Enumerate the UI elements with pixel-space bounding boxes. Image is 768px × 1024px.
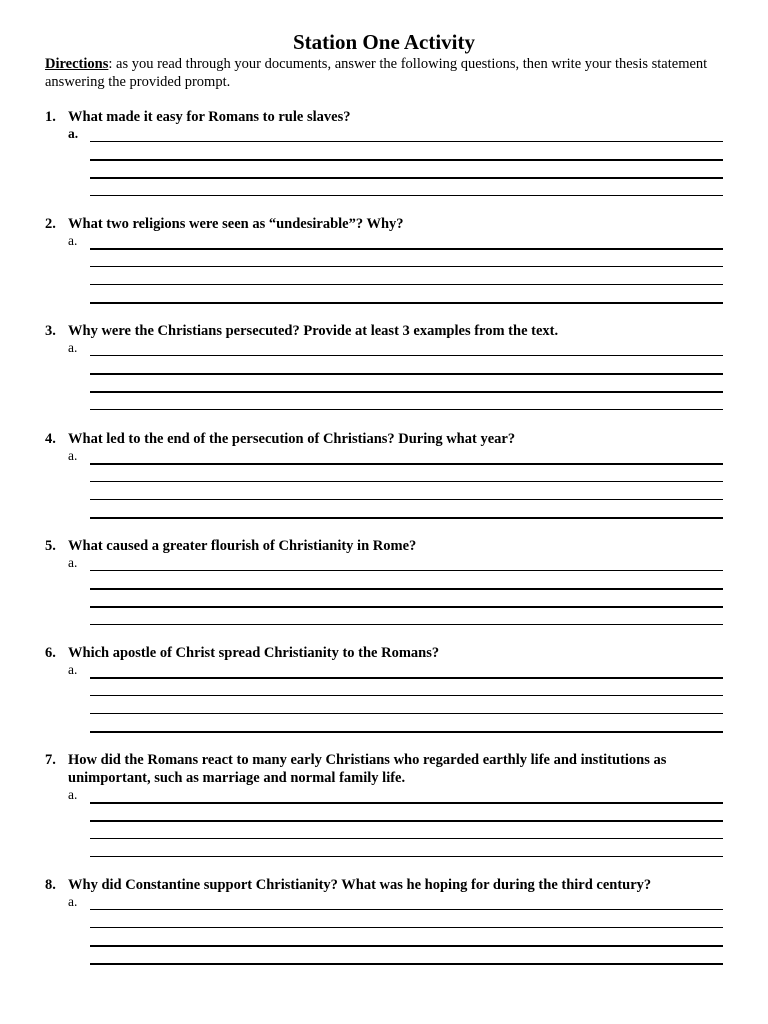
answer-line[interactable] <box>90 624 723 625</box>
question-text <box>45 215 725 233</box>
sub-label: a. <box>68 894 78 909</box>
question-prompt: What two religions were seen as “undesirable”? Why? <box>68 216 404 232</box>
answer-line[interactable] <box>90 909 723 910</box>
answer-line[interactable] <box>90 856 723 857</box>
answer-line[interactable] <box>90 606 723 608</box>
question-prompt: What led to the end of the persecution of Christians? During what year? <box>68 431 516 447</box>
answer-line[interactable] <box>90 713 723 714</box>
question-prompt: Why did Constantine support Christianity? What was he hoping for during the third century? <box>68 877 652 893</box>
answer-line[interactable] <box>90 731 723 733</box>
question-3 <box>45 322 725 412</box>
question-8 <box>45 876 725 966</box>
sub-label: a. <box>68 662 78 677</box>
question-prompt: What caused a greater flourish of Christianity in Rome? <box>68 538 417 554</box>
answer-line[interactable] <box>90 802 723 804</box>
question-1 <box>45 108 725 198</box>
question-text <box>45 108 725 126</box>
question-text <box>45 430 725 448</box>
question-text <box>45 644 725 662</box>
answer-area[interactable] <box>45 555 725 627</box>
answer-line[interactable] <box>90 517 723 519</box>
question-7 <box>45 751 725 859</box>
answer-line[interactable] <box>90 266 723 267</box>
directions-text: : as you read through your documents, answer the following questions, then write your thesis statement answering the provided prompt. <box>45 56 708 90</box>
question-text <box>45 876 725 894</box>
answer-area[interactable] <box>45 448 725 520</box>
sub-label: a. <box>68 555 78 570</box>
directions-paragraph <box>45 55 725 91</box>
question-5 <box>45 537 725 627</box>
answer-area[interactable] <box>45 233 725 305</box>
answer-area[interactable] <box>45 126 725 198</box>
question-number: 2. <box>45 216 56 232</box>
question-number: 8. <box>45 877 56 893</box>
answer-area[interactable] <box>45 340 725 412</box>
answer-line[interactable] <box>90 409 723 410</box>
answer-line[interactable] <box>90 963 723 965</box>
answer-line[interactable] <box>90 391 723 393</box>
question-4 <box>45 430 725 520</box>
answer-line[interactable] <box>90 177 723 179</box>
question-prompt: Which apostle of Christ spread Christianity to the Romans? <box>68 645 440 661</box>
question-prompt: How did the Romans react to many early Christians who regarded earthly life and institutions as unimportant, such as marriage and normal family life. <box>68 752 667 786</box>
sub-label: a. <box>68 340 78 355</box>
question-number: 6. <box>45 645 56 661</box>
question-number: 3. <box>45 323 56 339</box>
answer-line[interactable] <box>90 463 723 465</box>
answer-line[interactable] <box>90 141 723 142</box>
sub-label: a. <box>68 233 78 248</box>
answer-line[interactable] <box>90 945 723 947</box>
sub-label: a. <box>68 787 78 802</box>
answer-area[interactable] <box>45 787 725 859</box>
question-number: 7. <box>45 752 56 768</box>
answer-line[interactable] <box>90 355 723 356</box>
question-6 <box>45 644 725 734</box>
question-number: 5. <box>45 538 56 554</box>
directions-label: Directions <box>45 56 109 72</box>
page-title: Station One Activity <box>293 30 475 54</box>
question-prompt: What made it easy for Romans to rule slaves? <box>68 109 351 125</box>
answer-line[interactable] <box>90 588 723 590</box>
answer-line[interactable] <box>90 159 723 161</box>
answer-line[interactable] <box>90 481 723 482</box>
question-text <box>45 537 725 555</box>
answer-line[interactable] <box>90 838 723 839</box>
sub-label: a. <box>68 448 78 463</box>
answer-line[interactable] <box>90 195 723 196</box>
question-number: 1. <box>45 109 56 125</box>
answer-line[interactable] <box>90 820 723 822</box>
answer-line[interactable] <box>90 373 723 375</box>
answer-line[interactable] <box>90 248 723 250</box>
answer-line[interactable] <box>90 677 723 679</box>
answer-line[interactable] <box>90 499 723 500</box>
answer-line[interactable] <box>90 695 723 696</box>
answer-line[interactable] <box>90 570 723 571</box>
question-text <box>45 322 725 340</box>
question-2 <box>45 215 725 305</box>
sub-label: a. <box>68 126 79 141</box>
answer-line[interactable] <box>90 302 723 304</box>
answer-line[interactable] <box>90 284 723 285</box>
answer-line[interactable] <box>90 927 723 928</box>
question-prompt: Why were the Christians persecuted? Provide at least 3 examples from the text. <box>68 323 559 339</box>
question-text <box>45 751 725 787</box>
answer-area[interactable] <box>45 662 725 734</box>
answer-area[interactable] <box>45 894 725 966</box>
question-number: 4. <box>45 431 56 447</box>
